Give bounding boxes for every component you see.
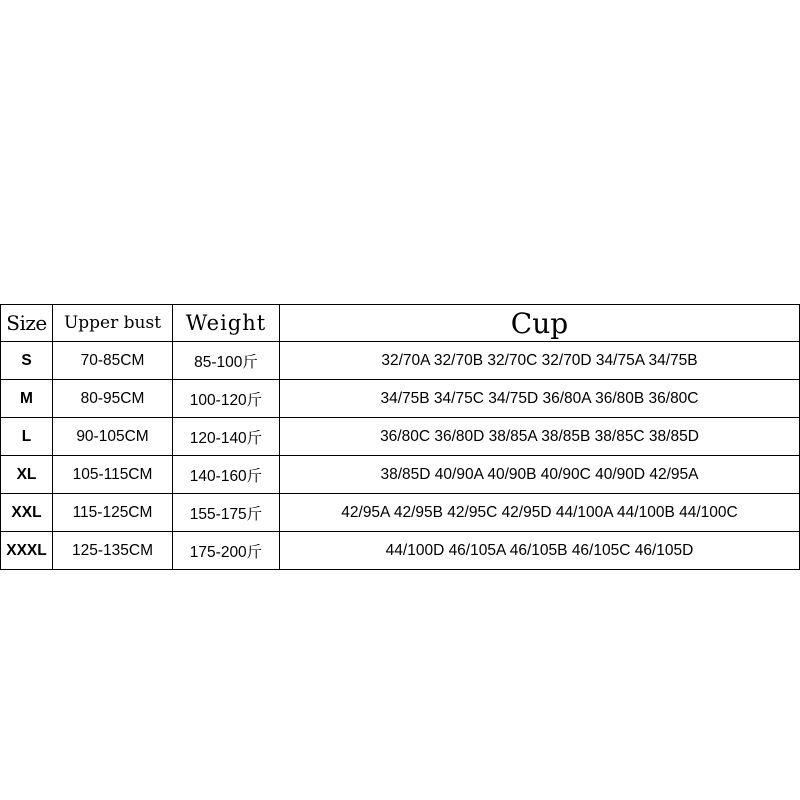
cell-cup: 32/70A 32/70B 32/70C 32/70D 34/75A 34/75B: [280, 342, 800, 380]
table-header-row: [1, 305, 800, 342]
cell-upper-bust: 80-95CM: [53, 380, 173, 418]
cell-cup: 42/95A 42/95B 42/95C 42/95D 44/100A 44/100B 44/100C: [280, 494, 800, 532]
header-upper-bust: Upper bust: [53, 305, 173, 342]
cell-weight: 85-100斤: [173, 342, 280, 380]
cell-upper-bust: 90-105CM: [53, 418, 173, 456]
table-row: [1, 380, 800, 418]
cell-size: XXL: [1, 494, 53, 532]
cell-weight: 100-120斤: [173, 380, 280, 418]
header-size: Size: [1, 305, 53, 342]
cell-cup: 44/100D 46/105A 46/105B 46/105C 46/105D: [280, 532, 800, 570]
cell-cup: 38/85D 40/90A 40/90B 40/90C 40/90D 42/95A: [280, 456, 800, 494]
cell-weight: 140-160斤: [173, 456, 280, 494]
cell-weight: 155-175斤: [173, 494, 280, 532]
table-row: [1, 342, 800, 380]
cell-upper-bust: 70-85CM: [53, 342, 173, 380]
cell-upper-bust: 125-135CM: [53, 532, 173, 570]
cell-size: XXXL: [1, 532, 53, 570]
size-chart-table: [0, 304, 800, 570]
table-row: [1, 532, 800, 570]
header-cup: Cup: [280, 305, 800, 342]
table-row: [1, 418, 800, 456]
header-weight: Weight: [173, 305, 280, 342]
cell-size: L: [1, 418, 53, 456]
cell-size: M: [1, 380, 53, 418]
cell-cup: 36/80C 36/80D 38/85A 38/85B 38/85C 38/85D: [280, 418, 800, 456]
cell-size: XL: [1, 456, 53, 494]
cell-size: S: [1, 342, 53, 380]
cell-weight: 175-200斤: [173, 532, 280, 570]
cell-upper-bust: 105-115CM: [53, 456, 173, 494]
table-row: [1, 456, 800, 494]
cell-weight: 120-140斤: [173, 418, 280, 456]
cell-cup: 34/75B 34/75C 34/75D 36/80A 36/80B 36/80C: [280, 380, 800, 418]
cell-upper-bust: 115-125CM: [53, 494, 173, 532]
table-row: [1, 494, 800, 532]
